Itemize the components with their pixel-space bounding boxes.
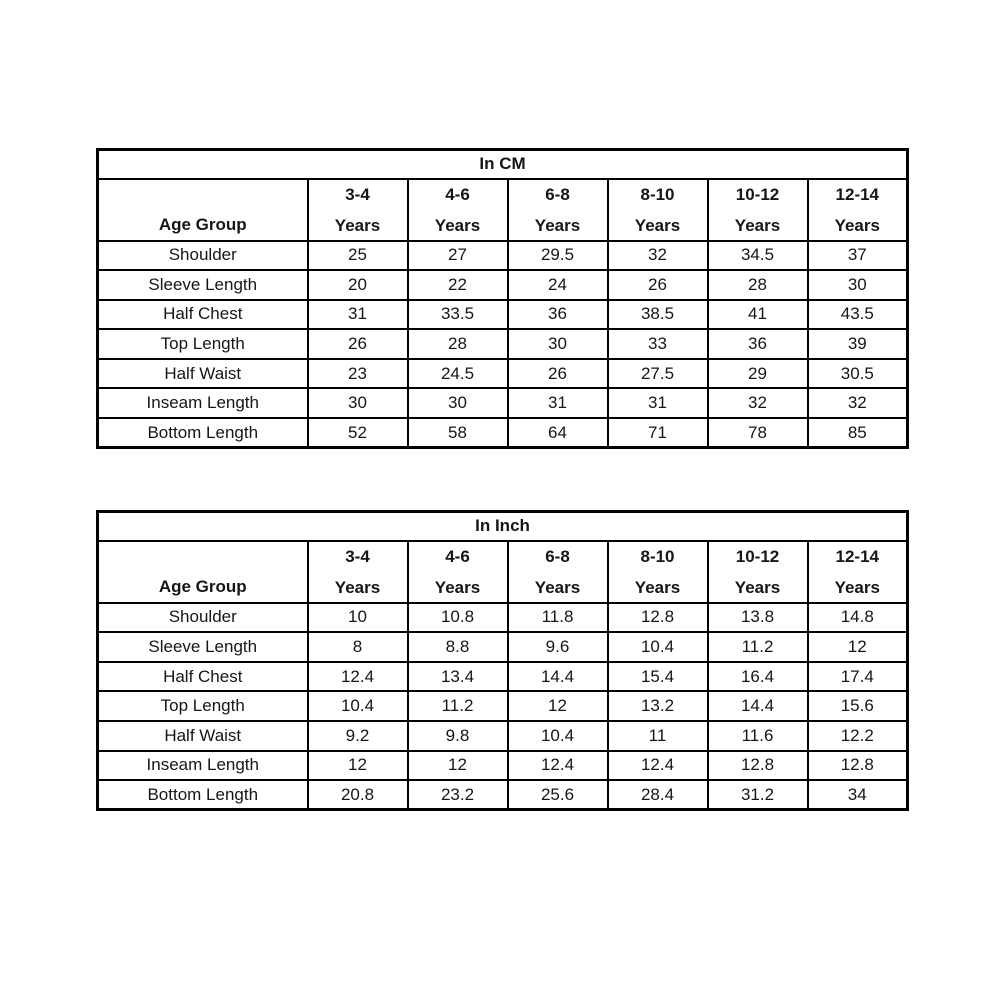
column-age-range: 4-6 [445, 546, 470, 566]
measurement-value: 12 [408, 751, 508, 781]
measurement-label: Half Chest [98, 300, 308, 330]
measurement-value: 34.5 [708, 241, 808, 271]
measurement-value: 12 [508, 691, 608, 721]
measurement-value: 38.5 [608, 300, 708, 330]
measurement-value: 13.8 [708, 603, 808, 633]
table-row [98, 751, 908, 781]
column-age-range: 3-4 [345, 546, 370, 566]
column-age-range: 10-12 [735, 184, 780, 204]
measurement-value: 12.4 [508, 751, 608, 781]
size-chart-container [96, 148, 906, 811]
measurement-label: Inseam Length [98, 388, 308, 418]
measurement-value: 31 [608, 388, 708, 418]
column-header [608, 541, 708, 603]
table-row [98, 300, 908, 330]
measurement-value: 23.2 [408, 780, 508, 810]
size-table-inch [96, 510, 909, 811]
table-row [98, 721, 908, 751]
measurement-value: 78 [708, 418, 808, 448]
measurement-value: 25 [308, 241, 408, 271]
measurement-value: 36 [508, 300, 608, 330]
measurement-value: 31.2 [708, 780, 808, 810]
column-header [508, 541, 608, 603]
column-header [508, 179, 608, 241]
table-row [98, 691, 908, 721]
column-age-range: 12-14 [835, 184, 880, 204]
table-row [98, 632, 908, 662]
column-header [408, 541, 508, 603]
measurement-label: Top Length [98, 329, 308, 359]
table-row [98, 662, 908, 692]
measurement-value: 31 [308, 300, 408, 330]
size-table-cm [96, 148, 909, 449]
measurement-label: Shoulder [98, 241, 308, 271]
measurement-value: 13.4 [408, 662, 508, 692]
measurement-value: 32 [808, 388, 908, 418]
measurement-value: 9.8 [408, 721, 508, 751]
measurement-value: 85 [808, 418, 908, 448]
measurement-value: 24.5 [408, 359, 508, 389]
measurement-value: 11.2 [708, 632, 808, 662]
measurement-value: 10.4 [508, 721, 608, 751]
measurement-value: 12.8 [808, 751, 908, 781]
measurement-value: 26 [508, 359, 608, 389]
measurement-label: Shoulder [98, 603, 308, 633]
measurement-value: 30 [808, 270, 908, 300]
measurement-value: 9.2 [308, 721, 408, 751]
column-age-unit: Years [534, 577, 581, 597]
measurement-label: Sleeve Length [98, 270, 308, 300]
measurement-label: Bottom Length [98, 418, 308, 448]
measurement-label: Half Waist [98, 721, 308, 751]
measurement-value: 31 [508, 388, 608, 418]
table-title: In Inch [98, 512, 908, 541]
column-age-range: 6-8 [545, 184, 570, 204]
measurement-value: 11 [608, 721, 708, 751]
column-age-unit: Years [434, 215, 481, 235]
table-title: In CM [98, 150, 908, 179]
measurement-label: Sleeve Length [98, 632, 308, 662]
measurement-value: 29 [708, 359, 808, 389]
measurement-value: 28.4 [608, 780, 708, 810]
measurement-value: 8 [308, 632, 408, 662]
measurement-value: 34 [808, 780, 908, 810]
column-header [608, 179, 708, 241]
measurement-value: 12 [808, 632, 908, 662]
table-row [98, 418, 908, 448]
measurement-value: 10.4 [608, 632, 708, 662]
age-group-header: Age Group [98, 541, 308, 603]
column-age-range: 4-6 [445, 184, 470, 204]
column-age-unit: Years [334, 577, 381, 597]
measurement-value: 32 [608, 241, 708, 271]
column-age-unit: Years [734, 215, 781, 235]
measurement-value: 33 [608, 329, 708, 359]
measurement-value: 12.4 [608, 751, 708, 781]
measurement-value: 12.8 [708, 751, 808, 781]
measurement-value: 14.4 [508, 662, 608, 692]
measurement-value: 71 [608, 418, 708, 448]
table-row [98, 241, 908, 271]
table-row [98, 388, 908, 418]
table-row [98, 603, 908, 633]
measurement-value: 26 [608, 270, 708, 300]
column-age-range: 8-10 [640, 184, 675, 204]
measurement-value: 10.4 [308, 691, 408, 721]
measurement-value: 11.2 [408, 691, 508, 721]
measurement-value: 37 [808, 241, 908, 271]
table-row [98, 780, 908, 810]
measurement-value: 29.5 [508, 241, 608, 271]
column-header [308, 179, 408, 241]
column-age-unit: Years [834, 577, 880, 597]
measurement-value: 28 [408, 329, 508, 359]
measurement-value: 10.8 [408, 603, 508, 633]
measurement-value: 10 [308, 603, 408, 633]
column-header [808, 541, 908, 603]
measurement-value: 27 [408, 241, 508, 271]
measurement-value: 13.2 [608, 691, 708, 721]
column-header [308, 541, 408, 603]
measurement-value: 20.8 [308, 780, 408, 810]
measurement-label: Top Length [98, 691, 308, 721]
measurement-value: 12 [308, 751, 408, 781]
measurement-value: 12.2 [808, 721, 908, 751]
age-group-header: Age Group [98, 179, 308, 241]
column-age-unit: Years [634, 577, 681, 597]
measurement-value: 64 [508, 418, 608, 448]
measurement-value: 28 [708, 270, 808, 300]
measurement-value: 36 [708, 329, 808, 359]
table-row [98, 329, 908, 359]
measurement-value: 52 [308, 418, 408, 448]
measurement-value: 20 [308, 270, 408, 300]
measurement-value: 9.6 [508, 632, 608, 662]
measurement-label: Inseam Length [98, 751, 308, 781]
column-age-range: 6-8 [545, 546, 570, 566]
measurement-value: 30 [408, 388, 508, 418]
measurement-value: 11.8 [508, 603, 608, 633]
measurement-value: 16.4 [708, 662, 808, 692]
column-age-unit: Years [534, 215, 581, 235]
measurement-value: 30 [308, 388, 408, 418]
table-row [98, 270, 908, 300]
measurement-value: 32 [708, 388, 808, 418]
measurement-value: 17.4 [808, 662, 908, 692]
measurement-value: 25.6 [508, 780, 608, 810]
measurement-value: 33.5 [408, 300, 508, 330]
measurement-value: 11.6 [708, 721, 808, 751]
measurement-value: 41 [708, 300, 808, 330]
measurement-value: 22 [408, 270, 508, 300]
column-header [808, 179, 908, 241]
table-gap [96, 449, 906, 510]
measurement-value: 58 [408, 418, 508, 448]
measurement-label: Half Chest [98, 662, 308, 692]
measurement-value: 23 [308, 359, 408, 389]
column-age-unit: Years [334, 215, 381, 235]
measurement-value: 15.4 [608, 662, 708, 692]
measurement-value: 14.8 [808, 603, 908, 633]
measurement-label: Half Waist [98, 359, 308, 389]
measurement-value: 39 [808, 329, 908, 359]
measurement-value: 15.6 [808, 691, 908, 721]
column-age-unit: Years [434, 577, 481, 597]
measurement-value: 30.5 [808, 359, 908, 389]
measurement-value: 12.8 [608, 603, 708, 633]
measurement-label: Bottom Length [98, 780, 308, 810]
column-header [708, 179, 808, 241]
measurement-value: 12.4 [308, 662, 408, 692]
column-age-range: 10-12 [735, 546, 780, 566]
measurement-value: 43.5 [808, 300, 908, 330]
column-age-unit: Years [834, 215, 880, 235]
column-age-range: 8-10 [640, 546, 675, 566]
column-header [408, 179, 508, 241]
measurement-value: 27.5 [608, 359, 708, 389]
table-row [98, 359, 908, 389]
column-age-unit: Years [634, 215, 681, 235]
column-age-range: 3-4 [345, 184, 370, 204]
measurement-value: 8.8 [408, 632, 508, 662]
measurement-value: 26 [308, 329, 408, 359]
measurement-value: 30 [508, 329, 608, 359]
column-header [708, 541, 808, 603]
column-age-range: 12-14 [835, 546, 879, 566]
measurement-value: 14.4 [708, 691, 808, 721]
column-age-unit: Years [734, 577, 781, 597]
measurement-value: 24 [508, 270, 608, 300]
